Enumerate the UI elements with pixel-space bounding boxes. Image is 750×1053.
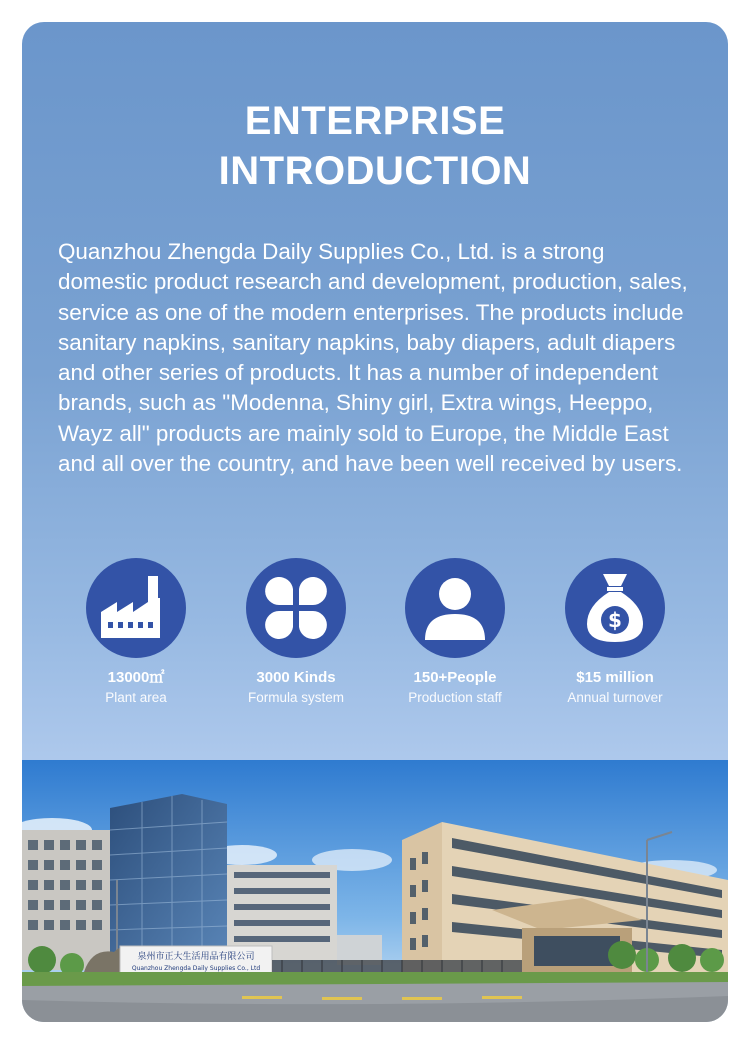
stat-label: Plant area <box>105 690 167 705</box>
company-sign-cn: 泉州市正大生活用品有限公司 <box>137 952 255 962</box>
svg-text:$: $ <box>608 608 622 632</box>
title-line-2: INTRODUCTION <box>218 149 532 193</box>
company-sign-en: Quanzhou Zhengda Daily Supplies Co., Ltd <box>131 965 261 972</box>
stat-label: Formula system <box>247 690 345 705</box>
stat-annual-turnover <box>535 558 695 708</box>
title-line-1: ENTERPRISE <box>244 99 506 143</box>
factory-photo <box>22 760 728 1022</box>
stat-label: Production staff <box>408 690 502 705</box>
person-icon <box>405 558 505 658</box>
enterprise-intro-card <box>22 22 728 1022</box>
stat-label: Annual turnover <box>567 690 663 705</box>
intro-paragraph: Quanzhou Zhengda Daily Supplies Co., Ltd. is a strong domestic product research and development, production, sales, service as one of the modern enterprises. The products include sanitary napkins, sanitary napkins, baby diapers, adult diapers and other series of products. It has a number of independent brands, such as "Modenna, Shiny girl, Extra wings, Heeppo, Wayz all" products are mainly sold to Europe, the Middle East and all over the country, and have been well received by users. <box>58 239 688 477</box>
page-title <box>22 96 728 196</box>
person-icon-circle <box>405 558 505 658</box>
stat-value: 3000 Kinds <box>256 669 336 686</box>
stat-value: 150+People <box>413 669 497 686</box>
clover-icon-circle <box>246 558 346 658</box>
factory-icon <box>86 558 186 658</box>
money-bag-icon <box>565 558 665 658</box>
stat-value: $15 million <box>576 669 654 686</box>
stat-production-staff <box>375 558 535 708</box>
clover-icon <box>246 558 346 658</box>
stat-value: 13000㎡ <box>107 669 165 686</box>
stat-formula-system <box>216 558 376 708</box>
stat-plant-area <box>56 558 216 708</box>
factory-icon-circle <box>86 558 186 658</box>
money-bag-icon-circle <box>565 558 665 658</box>
